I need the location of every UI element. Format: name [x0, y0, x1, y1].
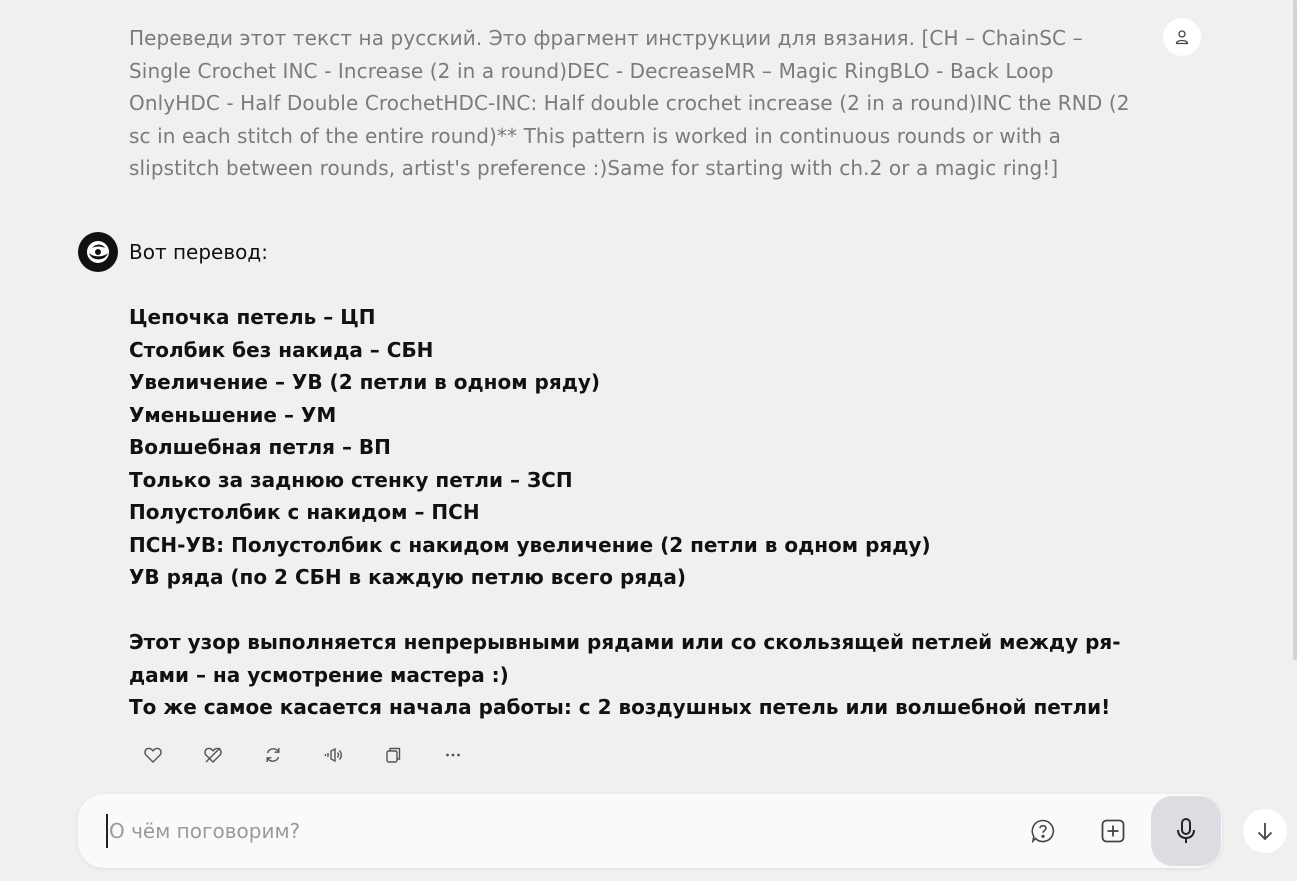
chat-input-bar: [78, 794, 1222, 868]
heart-icon: [143, 745, 163, 765]
list-item: Полустолбик с накидом – ПСН: [129, 500, 480, 524]
user-message: [129, 22, 1139, 185]
list-item: Только за заднюю стенку петли – ЗСП: [129, 467, 573, 492]
dislike-icon: [203, 745, 223, 765]
list-item: Увеличение – УВ (2 петли в одном ряду): [129, 370, 601, 394]
like-button[interactable]: [133, 735, 173, 775]
plus-square-icon: [1100, 818, 1126, 844]
scroll-down-button[interactable]: [1243, 809, 1287, 853]
attach-button[interactable]: [1098, 816, 1128, 846]
list-item: Столбик без накида – СБН: [129, 337, 434, 362]
assistant-logo-icon: [83, 237, 113, 267]
assistant-paragraph: То же самое касается начала работы: с 2 воздушных петель или волшебной петли!: [129, 695, 1111, 719]
copy-icon: [383, 745, 403, 765]
microphone-icon: [1174, 817, 1198, 845]
user-message-text: Переведи этот текст на русский. Это фрагмент инструкции для вязания. [CH – ChainSC – Single Crochet INC - Increase (2 in a round)DEC - DecreaseMR – Magic RingBLO - Back Loop OnlyHDC - Half Double CrochetHDC-INC: Half double crochet increase (2 in a round)INC the RND (2 sc in each stitch of the entire round)** This pattern is worked in continuous rounds or with a slipstitch between rounds, artist's preference :)Same for starting with ch.2 or a magic ring!]: [129, 26, 1130, 180]
refresh-icon: [263, 745, 283, 765]
more-button[interactable]: [433, 735, 473, 775]
scrollbar[interactable]: [1293, 0, 1297, 660]
assistant-paragraph: Этот узор выполняется непрерывными рядами или со скользящей петлей между ря-дами – на усмотрение мастера :): [129, 630, 1121, 687]
list-item: ПСН-УВ: Полустолбик с накидом увеличение (2 петли в одном ряду): [129, 532, 931, 557]
assistant-message: [129, 236, 1159, 724]
arrow-down-icon: [1254, 820, 1276, 842]
read-aloud-button[interactable]: [313, 735, 353, 775]
list-item: Уменьшение – УМ: [129, 402, 337, 427]
speaker-icon: [323, 745, 343, 765]
copy-button[interactable]: [373, 735, 413, 775]
user-icon: [1174, 29, 1190, 45]
chat-input[interactable]: [106, 814, 989, 848]
regenerate-button[interactable]: [253, 735, 293, 775]
help-button[interactable]: [1028, 816, 1058, 846]
help-icon: [1030, 818, 1056, 844]
user-avatar[interactable]: [1163, 18, 1201, 56]
dislike-button[interactable]: [193, 735, 233, 775]
assistant-avatar: [78, 232, 118, 272]
assistant-intro: Вот перевод:: [129, 240, 268, 264]
list-item: Волшебная петля – ВП: [129, 435, 391, 459]
list-item: Цепочка петель – ЦП: [129, 305, 376, 329]
voice-input-button[interactable]: [1151, 796, 1221, 866]
more-icon: [443, 745, 463, 765]
message-actions: [133, 735, 493, 775]
list-item: УВ ряда (по 2 СБН в каждую петлю всего ряда): [129, 565, 686, 589]
